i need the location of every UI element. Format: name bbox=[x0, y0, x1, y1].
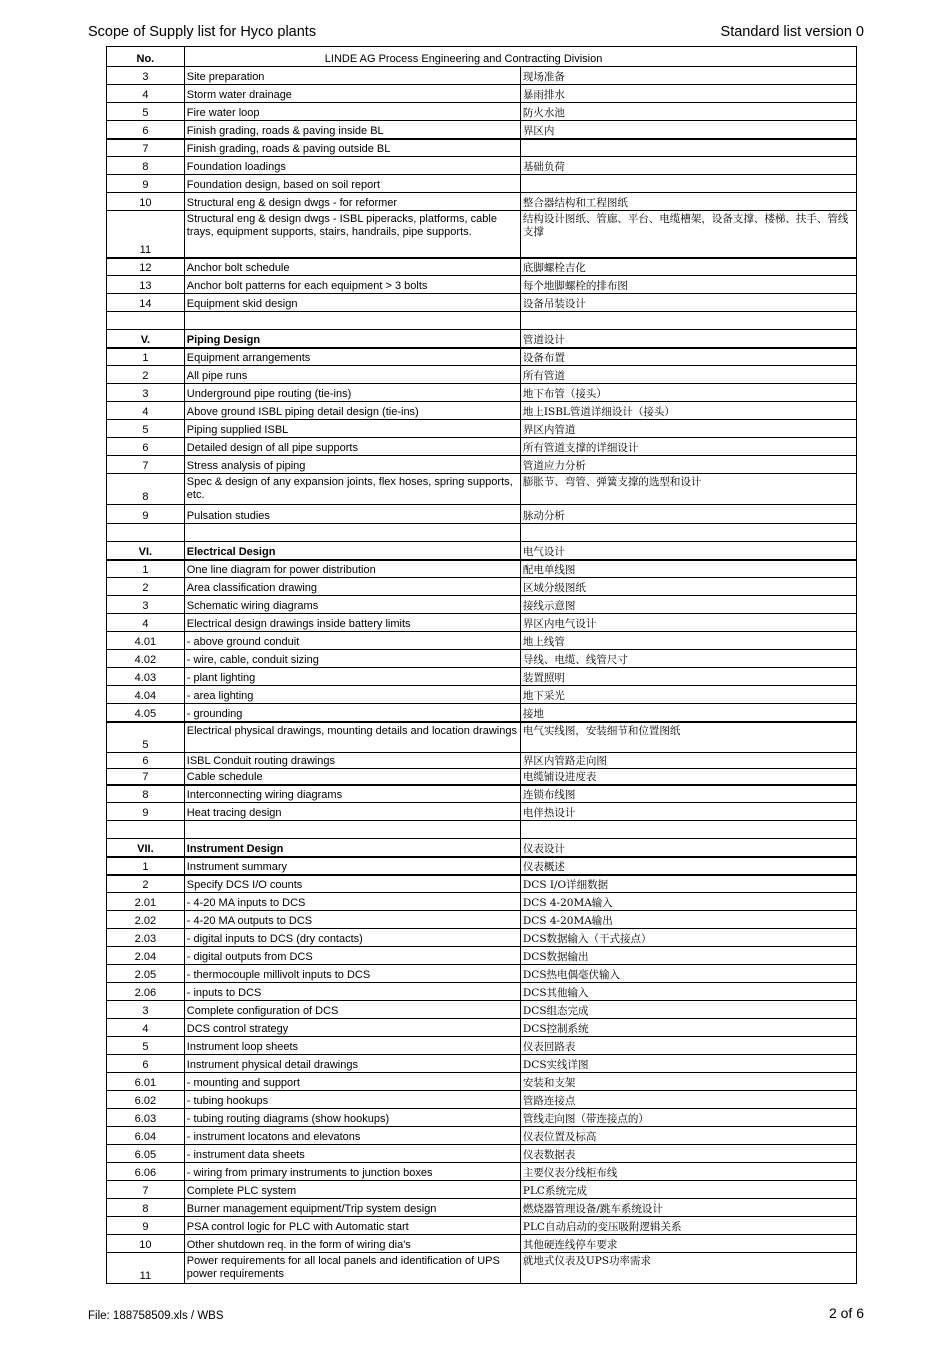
table-row bbox=[107, 722, 857, 753]
table-row bbox=[107, 67, 857, 85]
item-chinese: 膨胀节、弯管、弹簧支撑的选型和设计 bbox=[520, 474, 856, 505]
item-number: 6.06 bbox=[107, 1163, 185, 1181]
table-row bbox=[107, 420, 857, 438]
table-row bbox=[107, 1037, 857, 1055]
table-header-row bbox=[107, 47, 857, 67]
table-row bbox=[107, 438, 857, 456]
item-chinese: 就地式仪表及UPS功率需求 bbox=[520, 1253, 856, 1284]
item-chinese: 安装和支架 bbox=[520, 1073, 856, 1091]
item-description bbox=[184, 821, 520, 839]
table-row bbox=[107, 1127, 857, 1145]
item-chinese: DCS数据输入（干式接点） bbox=[520, 929, 856, 947]
item-chinese: 区域分级图纸 bbox=[520, 578, 856, 596]
table-row bbox=[107, 929, 857, 947]
item-chinese: DCS数据输出 bbox=[520, 947, 856, 965]
item-description: Above ground ISBL piping detail design (tie-ins) bbox=[184, 402, 520, 420]
item-number: 6.04 bbox=[107, 1127, 185, 1145]
item-description bbox=[184, 312, 520, 330]
item-description: Equipment skid design bbox=[184, 294, 520, 312]
item-number: VII. bbox=[107, 839, 185, 857]
item-description: - tubing hookups bbox=[184, 1091, 520, 1109]
item-chinese: 接地 bbox=[520, 704, 856, 722]
item-description: PSA control logic for PLC with Automatic start bbox=[184, 1217, 520, 1235]
item-chinese: DCS其他输入 bbox=[520, 983, 856, 1001]
table-row bbox=[107, 596, 857, 614]
item-number: 6.02 bbox=[107, 1091, 185, 1109]
item-chinese: 导线、电缆、线管尺寸 bbox=[520, 650, 856, 668]
item-number: 2.02 bbox=[107, 911, 185, 929]
item-number: 4 bbox=[107, 85, 185, 103]
item-description: Area classification drawing bbox=[184, 578, 520, 596]
item-description: All pipe runs bbox=[184, 366, 520, 384]
item-number: 3 bbox=[107, 596, 185, 614]
item-chinese: 现场准备 bbox=[520, 67, 856, 85]
item-chinese: 主要仪表分线柜布线 bbox=[520, 1163, 856, 1181]
item-number: 6.05 bbox=[107, 1145, 185, 1163]
item-description: Finish grading, roads & paving outside BL bbox=[184, 139, 520, 157]
item-number: 2 bbox=[107, 875, 185, 893]
item-number: 8 bbox=[107, 157, 185, 175]
item-description: Underground pipe routing (tie-ins) bbox=[184, 384, 520, 402]
item-description: - mounting and support bbox=[184, 1073, 520, 1091]
table-row bbox=[107, 175, 857, 193]
table-row bbox=[107, 1091, 857, 1109]
table-row bbox=[107, 474, 857, 505]
item-number: 9 bbox=[107, 175, 185, 193]
table-row bbox=[107, 803, 857, 821]
item-number: 8 bbox=[107, 785, 185, 803]
item-number: 2.03 bbox=[107, 929, 185, 947]
item-number: V. bbox=[107, 330, 185, 348]
item-number: 11 bbox=[107, 1253, 185, 1284]
item-description: Stress analysis of piping bbox=[184, 456, 520, 474]
item-description: Fire water loop bbox=[184, 103, 520, 121]
item-description: - instrument locatons and elevatons bbox=[184, 1127, 520, 1145]
item-description: Other shutdown req. in the form of wiring dia's bbox=[184, 1235, 520, 1253]
item-description: - grounding bbox=[184, 704, 520, 722]
table-row bbox=[107, 650, 857, 668]
item-description: - area lighting bbox=[184, 686, 520, 704]
item-number: 10 bbox=[107, 1235, 185, 1253]
item-description: Specify DCS I/O counts bbox=[184, 875, 520, 893]
table-row bbox=[107, 85, 857, 103]
table-row bbox=[107, 1001, 857, 1019]
item-number: 5 bbox=[107, 722, 185, 753]
item-chinese: 电气实线图，安装细节和位置图纸 bbox=[520, 722, 856, 753]
section-header-row bbox=[107, 839, 857, 857]
item-number: 2.04 bbox=[107, 947, 185, 965]
item-number: VI. bbox=[107, 542, 185, 560]
item-chinese: 其他硬连线停车要求 bbox=[520, 1235, 856, 1253]
table-row bbox=[107, 632, 857, 650]
item-chinese: 电缆铺设进度表 bbox=[520, 769, 856, 785]
item-description: Foundation loadings bbox=[184, 157, 520, 175]
item-chinese bbox=[520, 821, 856, 839]
table-row bbox=[107, 1235, 857, 1253]
table-row bbox=[107, 505, 857, 524]
item-description: - plant lighting bbox=[184, 668, 520, 686]
item-description: Heat tracing design bbox=[184, 803, 520, 821]
item-chinese bbox=[520, 312, 856, 330]
item-number: 12 bbox=[107, 258, 185, 276]
item-number: 1 bbox=[107, 348, 185, 366]
item-chinese: DCS控制系统 bbox=[520, 1019, 856, 1037]
item-number: 4 bbox=[107, 402, 185, 420]
table-row bbox=[107, 769, 857, 785]
item-chinese: 管道设计 bbox=[520, 330, 856, 348]
table-row bbox=[107, 578, 857, 596]
table-row bbox=[107, 139, 857, 157]
item-chinese: DCS组态完成 bbox=[520, 1001, 856, 1019]
item-description: Instrument summary bbox=[184, 857, 520, 875]
item-description: Interconnecting wiring diagrams bbox=[184, 785, 520, 803]
item-description: Electrical Design bbox=[184, 542, 520, 560]
table-row bbox=[107, 1055, 857, 1073]
table-row bbox=[107, 258, 857, 276]
table-row bbox=[107, 103, 857, 121]
item-description: Detailed design of all pipe supports bbox=[184, 438, 520, 456]
item-description: Piping Design bbox=[184, 330, 520, 348]
item-description: One line diagram for power distribution bbox=[184, 560, 520, 578]
item-chinese: 仪表概述 bbox=[520, 857, 856, 875]
item-number: 3 bbox=[107, 67, 185, 85]
item-number: 9 bbox=[107, 1217, 185, 1235]
item-chinese: 电气设计 bbox=[520, 542, 856, 560]
item-chinese: 脉动分析 bbox=[520, 505, 856, 524]
item-chinese: 燃烧器管理设备/跳车系统设计 bbox=[520, 1199, 856, 1217]
item-number: 4.02 bbox=[107, 650, 185, 668]
item-number: 14 bbox=[107, 294, 185, 312]
item-number: 2.05 bbox=[107, 965, 185, 983]
item-description: Anchor bolt patterns for each equipment > 3 bolts bbox=[184, 276, 520, 294]
item-chinese: 界区内电气设计 bbox=[520, 614, 856, 632]
item-chinese: 管路连接点 bbox=[520, 1091, 856, 1109]
table-row bbox=[107, 704, 857, 722]
item-chinese: 所有管道支撑的详细设计 bbox=[520, 438, 856, 456]
table-row bbox=[107, 1181, 857, 1199]
table-row bbox=[107, 965, 857, 983]
item-number: 2 bbox=[107, 366, 185, 384]
table-row bbox=[107, 1019, 857, 1037]
table-row bbox=[107, 1073, 857, 1091]
item-description: - 4-20 MA inputs to DCS bbox=[184, 893, 520, 911]
item-number: 7 bbox=[107, 769, 185, 785]
table-row bbox=[107, 121, 857, 139]
table-row bbox=[107, 1163, 857, 1181]
item-chinese: 地上线管 bbox=[520, 632, 856, 650]
table-row bbox=[107, 1199, 857, 1217]
item-number: 2.01 bbox=[107, 893, 185, 911]
sheet-title: Scope of Supply list for Hyco plants bbox=[88, 24, 317, 40]
item-chinese: 每个地脚螺栓的排布图 bbox=[520, 276, 856, 294]
item-number: 1 bbox=[107, 857, 185, 875]
item-number: 9 bbox=[107, 803, 185, 821]
item-chinese: DCS热电偶毫伏输入 bbox=[520, 965, 856, 983]
item-number bbox=[107, 821, 185, 839]
table-row bbox=[107, 384, 857, 402]
table-row bbox=[107, 1109, 857, 1127]
item-description: Instrument Design bbox=[184, 839, 520, 857]
item-description: Electrical physical drawings, mounting details and location drawings bbox=[184, 722, 520, 753]
item-description: Pulsation studies bbox=[184, 505, 520, 524]
table-row bbox=[107, 524, 857, 542]
table-row bbox=[107, 785, 857, 803]
item-number: 4 bbox=[107, 1019, 185, 1037]
table-row bbox=[107, 560, 857, 578]
item-description: Instrument physical detail drawings bbox=[184, 1055, 520, 1073]
item-description: - tubing routing diagrams (show hookups) bbox=[184, 1109, 520, 1127]
scope-table bbox=[106, 46, 857, 1284]
item-number: 7 bbox=[107, 456, 185, 474]
section-header-row bbox=[107, 330, 857, 348]
item-chinese: 界区内 bbox=[520, 121, 856, 139]
table-row bbox=[107, 614, 857, 632]
item-number: 8 bbox=[107, 474, 185, 505]
table-row bbox=[107, 668, 857, 686]
item-chinese: 仪表数据表 bbox=[520, 1145, 856, 1163]
item-description: - wire, cable, conduit sizing bbox=[184, 650, 520, 668]
table-row bbox=[107, 193, 857, 211]
item-number: 11 bbox=[107, 211, 185, 258]
item-number: 6 bbox=[107, 1055, 185, 1073]
item-description: Schematic wiring diagrams bbox=[184, 596, 520, 614]
table-row bbox=[107, 456, 857, 474]
item-description: Foundation design, based on soil report bbox=[184, 175, 520, 193]
table-row bbox=[107, 402, 857, 420]
item-chinese: 界区内管道 bbox=[520, 420, 856, 438]
item-description: - above ground conduit bbox=[184, 632, 520, 650]
table-row bbox=[107, 348, 857, 366]
section-header-row bbox=[107, 542, 857, 560]
item-description: Site preparation bbox=[184, 67, 520, 85]
item-chinese: 地下布管（接头） bbox=[520, 384, 856, 402]
item-chinese: 配电单线图 bbox=[520, 560, 856, 578]
table-row bbox=[107, 875, 857, 893]
item-chinese: PLC系统完成 bbox=[520, 1181, 856, 1199]
item-chinese: 仪表位置及标高 bbox=[520, 1127, 856, 1145]
item-chinese: 整合器结构和工程图纸 bbox=[520, 193, 856, 211]
item-number: 6.03 bbox=[107, 1109, 185, 1127]
table-row bbox=[107, 1145, 857, 1163]
item-chinese: 管线走向图（带连接点的） bbox=[520, 1109, 856, 1127]
item-description: - digital outputs from DCS bbox=[184, 947, 520, 965]
item-description: Electrical design drawings inside battery limits bbox=[184, 614, 520, 632]
table-row bbox=[107, 366, 857, 384]
table-row bbox=[107, 753, 857, 769]
item-number: 5 bbox=[107, 103, 185, 121]
item-chinese bbox=[520, 175, 856, 193]
item-chinese: 结构设计图纸、管廊、平台、电缆槽架，设备支撑、楼梯、扶手、管线支撑 bbox=[520, 211, 856, 258]
table-row bbox=[107, 911, 857, 929]
item-chinese: 管道应力分析 bbox=[520, 456, 856, 474]
item-number: 8 bbox=[107, 1199, 185, 1217]
table-row bbox=[107, 857, 857, 875]
column-header-description: LINDE AG Process Engineering and Contracting Division bbox=[184, 47, 856, 67]
item-chinese: 防火水池 bbox=[520, 103, 856, 121]
table-row bbox=[107, 893, 857, 911]
item-description: Power requirements for all local panels and identification of UPS power requirements bbox=[184, 1253, 520, 1284]
item-number: 10 bbox=[107, 193, 185, 211]
item-description: DCS control strategy bbox=[184, 1019, 520, 1037]
item-description: - inputs to DCS bbox=[184, 983, 520, 1001]
version-label: Standard list version 0 bbox=[720, 24, 864, 40]
item-number: 5 bbox=[107, 1037, 185, 1055]
item-chinese: PLC自动启动的变压吸附逻辑关系 bbox=[520, 1217, 856, 1235]
page-number: 2 of 6 bbox=[828, 1305, 864, 1321]
item-chinese: 暴雨排水 bbox=[520, 85, 856, 103]
table-row bbox=[107, 294, 857, 312]
item-number: 2 bbox=[107, 578, 185, 596]
item-description: - thermocouple millivolt inputs to DCS bbox=[184, 965, 520, 983]
item-chinese: 地上ISBL管道详细设计（接头） bbox=[520, 402, 856, 420]
item-description: Cable schedule bbox=[184, 769, 520, 785]
item-description: Storm water drainage bbox=[184, 85, 520, 103]
item-chinese bbox=[520, 139, 856, 157]
item-description: Complete configuration of DCS bbox=[184, 1001, 520, 1019]
item-chinese: 装置照明 bbox=[520, 668, 856, 686]
item-description: Finish grading, roads & paving inside BL bbox=[184, 121, 520, 139]
item-number: 4.05 bbox=[107, 704, 185, 722]
table-row bbox=[107, 312, 857, 330]
item-chinese: DCS I/O详细数据 bbox=[520, 875, 856, 893]
table-row bbox=[107, 686, 857, 704]
item-description: Equipment arrangements bbox=[184, 348, 520, 366]
item-description: - digital inputs to DCS (dry contacts) bbox=[184, 929, 520, 947]
item-number bbox=[107, 312, 185, 330]
item-chinese: 接线示意图 bbox=[520, 596, 856, 614]
item-description: ISBL Conduit routing drawings bbox=[184, 753, 520, 769]
item-number: 4 bbox=[107, 614, 185, 632]
item-chinese: 底脚螺栓吉化 bbox=[520, 258, 856, 276]
table-row bbox=[107, 947, 857, 965]
item-number: 5 bbox=[107, 420, 185, 438]
file-name: File: 188758509.xls / WBS bbox=[88, 1310, 224, 1322]
item-description: Structural eng & design dwgs - ISBL piperacks, platforms, cable trays, equipment supports, stairs, handrails, pipe supports. bbox=[184, 211, 520, 258]
item-chinese: 地下采光 bbox=[520, 686, 856, 704]
table-row bbox=[107, 211, 857, 258]
item-description: Burner management equipment/Trip system design bbox=[184, 1199, 520, 1217]
item-chinese: 基础负荷 bbox=[520, 157, 856, 175]
table-row bbox=[107, 983, 857, 1001]
item-chinese: 仪表回路表 bbox=[520, 1037, 856, 1055]
table-row bbox=[107, 821, 857, 839]
item-chinese: 所有管道 bbox=[520, 366, 856, 384]
item-chinese bbox=[520, 524, 856, 542]
item-description: Piping supplied ISBL bbox=[184, 420, 520, 438]
column-header-no: No. bbox=[107, 47, 185, 67]
table-row bbox=[107, 276, 857, 294]
item-number: 6 bbox=[107, 438, 185, 456]
item-chinese: 设备吊装设计 bbox=[520, 294, 856, 312]
item-description: Anchor bolt schedule bbox=[184, 258, 520, 276]
item-number: 4.03 bbox=[107, 668, 185, 686]
item-chinese: DCS 4-20MA输入 bbox=[520, 893, 856, 911]
item-number: 13 bbox=[107, 276, 185, 294]
item-chinese: 界区内管路走向图 bbox=[520, 753, 856, 769]
item-chinese: 电伴热设计 bbox=[520, 803, 856, 821]
item-number: 3 bbox=[107, 1001, 185, 1019]
item-number: 6.01 bbox=[107, 1073, 185, 1091]
item-chinese: DCS实线详图 bbox=[520, 1055, 856, 1073]
item-description bbox=[184, 524, 520, 542]
item-chinese: 仪表设计 bbox=[520, 839, 856, 857]
item-number: 3 bbox=[107, 384, 185, 402]
item-number: 1 bbox=[107, 560, 185, 578]
table-row bbox=[107, 1217, 857, 1235]
item-number: 7 bbox=[107, 1181, 185, 1199]
item-number: 2.06 bbox=[107, 983, 185, 1001]
item-description: - instrument data sheets bbox=[184, 1145, 520, 1163]
item-number: 9 bbox=[107, 505, 185, 524]
item-number: 4.04 bbox=[107, 686, 185, 704]
item-description: Instrument loop sheets bbox=[184, 1037, 520, 1055]
item-number bbox=[107, 524, 185, 542]
item-chinese: 连锁布线图 bbox=[520, 785, 856, 803]
item-number: 6 bbox=[107, 121, 185, 139]
item-chinese: DCS 4-20MA输出 bbox=[520, 911, 856, 929]
item-description: Structural eng & design dwgs - for reformer bbox=[184, 193, 520, 211]
item-description: Spec & design of any expansion joints, flex hoses, spring supports, etc. bbox=[184, 474, 520, 505]
item-number: 7 bbox=[107, 139, 185, 157]
table-row bbox=[107, 157, 857, 175]
item-description: - 4-20 MA outputs to DCS bbox=[184, 911, 520, 929]
item-number: 6 bbox=[107, 753, 185, 769]
item-description: Complete PLC system bbox=[184, 1181, 520, 1199]
table-row bbox=[107, 1253, 857, 1284]
item-description: - wiring from primary instruments to junction boxes bbox=[184, 1163, 520, 1181]
item-chinese: 设备布置 bbox=[520, 348, 856, 366]
item-number: 4.01 bbox=[107, 632, 185, 650]
